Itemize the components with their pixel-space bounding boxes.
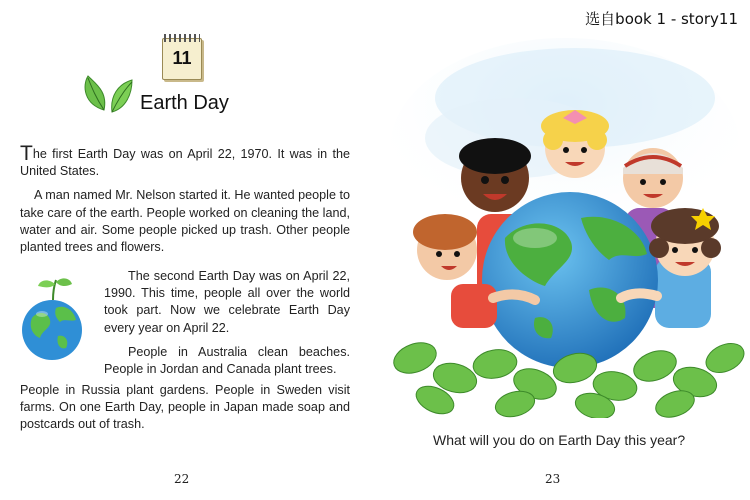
right-page: [375, 0, 750, 500]
paragraph-4-end: People in Russia plant gardens. People in Sweden visit farms. On one Earth Day, people in Japan made soap and postcards out of trash.: [20, 383, 350, 432]
page-number-right: 23: [545, 472, 561, 486]
story-text-top: [20, 142, 350, 263]
story-text-bottom: [20, 382, 350, 434]
kids-hugging-earth-illustration: [385, 28, 745, 418]
calendar-number: 11: [172, 48, 192, 68]
paragraph-2: A man named Mr. Nelson started it. He wanted people to take care of the earth. People worked on cleaning the land, water and air. Some people picked up trash. Other people planted trees and flowers.: [20, 188, 350, 255]
story-title: Earth Day: [140, 92, 229, 114]
paragraph-1-text: he first Earth Day was on April 22, 1970. It was in the United States.: [20, 147, 350, 179]
paragraph-1: [20, 142, 350, 180]
page-number-left: 22: [174, 472, 190, 486]
paragraph-4-start: People in Australia clean beaches. People in Jordan and Canada plant trees.: [104, 344, 350, 377]
discussion-question: What will you do on Earth Day this year?: [433, 432, 686, 448]
story-text-wrapped: [104, 268, 350, 385]
calendar-icon: [160, 32, 204, 80]
leaf-pair-icon: [82, 74, 134, 114]
paragraph-3: The second Earth Day was on April 22, 1990. This time, people all over the world took part. Now we celebrate Earth Day every year on April 22.: [104, 269, 350, 335]
kid-back-right: [623, 148, 683, 208]
sprouting-globe-icon: [20, 274, 84, 364]
drop-cap: T: [20, 142, 33, 165]
source-label: 选自book 1 - story11: [585, 10, 738, 28]
